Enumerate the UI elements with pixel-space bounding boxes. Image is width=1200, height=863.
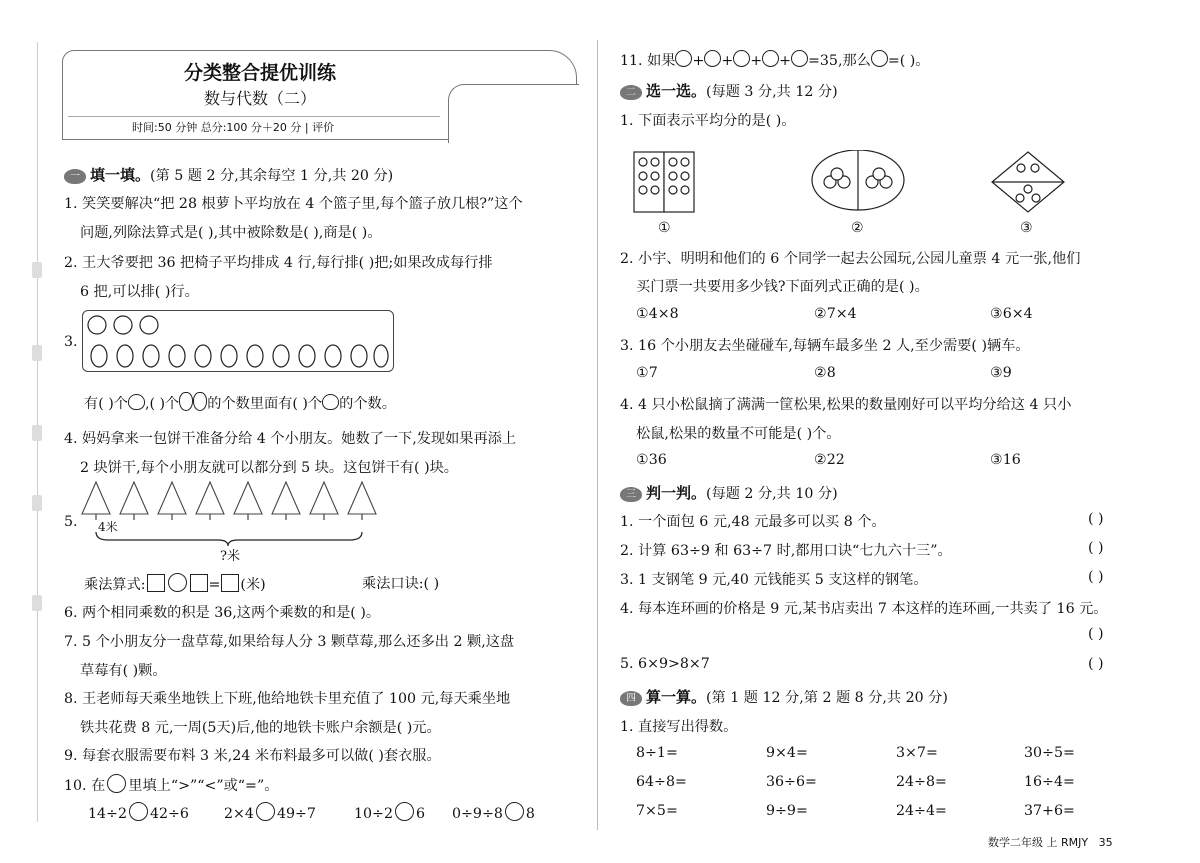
choice-1: 1. 下面表示平均分的是( )。	[620, 113, 796, 129]
choice-3-option: ③9	[990, 365, 1012, 381]
section-1-heading: 一 填一填。(第 5 题 2 分,其余每空 1 分,共 20 分)	[64, 164, 393, 185]
calc-item: 9÷9=	[766, 803, 808, 819]
tree-icon	[348, 482, 376, 514]
choice-4-option: ③16	[990, 452, 1021, 468]
question-9: 9. 每套衣服需要布料 3 米,24 米布料最多可以做( )套衣服。	[64, 748, 441, 764]
section-badge: 三	[620, 487, 642, 502]
judge-answer-paren[interactable]: ( )	[1088, 569, 1104, 585]
judge-4: 4. 每本连环画的价格是 9 元,某书店卖出 7 本这样的连环画,一共卖了 16 元。	[620, 601, 1108, 617]
question-7-cont: 草莓有( )颗。	[80, 663, 167, 679]
section-badge: 四	[620, 691, 642, 706]
pear-icon	[193, 392, 207, 411]
calc-item: 64÷8=	[636, 774, 687, 790]
section-4-heading: 四 算一算。(第 1 题 12 分,第 2 题 8 分,共 20 分)	[620, 686, 948, 707]
q10-item: 2×4 49÷7	[224, 802, 316, 822]
choice-3-option: ②8	[814, 365, 836, 381]
calc-item: 16÷4=	[1024, 774, 1075, 790]
choice-3-option: ①7	[636, 365, 658, 381]
question-11: 11. 如果 + + + + =35,那么 =( )。	[620, 50, 930, 70]
binding-mark	[32, 595, 42, 611]
smiley-icon	[733, 50, 750, 67]
choice-2-option: ②7×4	[814, 306, 857, 322]
smiley-icon	[675, 50, 692, 67]
tree-icon	[272, 482, 300, 514]
binding-mark	[32, 345, 42, 361]
tree-icon	[310, 482, 338, 514]
fruit-illustration	[83, 311, 393, 371]
question-5-num: 5.	[64, 514, 78, 530]
question-5-answer: 乘法算式: = (米)	[84, 573, 266, 594]
section-2-heading: 二 选一选。(每题 3 分,共 12 分)	[620, 80, 838, 101]
page-footer: 数学二年级 上 RMJY 35	[988, 836, 1113, 849]
calc-item: 24÷8=	[896, 774, 947, 790]
judge-2: 2. 计算 63÷9 和 63÷7 时,都用口诀“七九六十三”。	[620, 543, 952, 559]
smiley-icon	[762, 50, 779, 67]
judge-1: 1. 一个面包 6 元,48 元最多可以买 8 个。	[620, 514, 886, 530]
apple-icon	[128, 394, 145, 410]
choice-1-label: ③	[1020, 220, 1033, 236]
tree-total-label: ?米	[220, 549, 240, 564]
section-3-heading: 三 判一判。(每题 2 分,共 10 分)	[620, 482, 838, 503]
section-badge: 一	[64, 169, 86, 184]
compare-circle[interactable]	[395, 802, 414, 821]
question-3-num: 3.	[64, 334, 78, 350]
smiley-icon	[791, 50, 808, 67]
calc-item: 36÷6=	[766, 774, 817, 790]
calc-instruction: 1. 直接写出得数。	[620, 719, 738, 735]
compare-circle[interactable]	[505, 802, 524, 821]
answer-box[interactable]	[190, 574, 208, 592]
choice-1-label: ①	[658, 220, 671, 236]
question-8: 8. 王老师每天乘坐地铁上下班,他给地铁卡里充值了 100 元,每天乘坐地	[64, 691, 511, 707]
section-badge: 二	[620, 85, 642, 100]
average-figures	[632, 150, 1112, 216]
choice-1-label: ②	[851, 220, 864, 236]
binding-mark	[32, 262, 42, 278]
smiley-icon	[871, 50, 888, 67]
question-1-cont: 问题,列除法算式是( ),其中被除数是( ),商是( )。	[80, 225, 382, 241]
question-7: 7. 5 个小朋友分一盘草莓,如果给每人分 3 颗草莓,那么还多出 2 颗,这盘	[64, 634, 515, 650]
binding-mark	[32, 425, 42, 441]
choice-4-cont: 松鼠,松果的数量不可能是( )个。	[636, 426, 841, 442]
apple-icon	[114, 316, 132, 334]
question-4: 4. 妈妈拿来一包饼干准备分给 4 个小朋友。她数了一下,发现如果再添上	[64, 431, 517, 447]
tree-icon	[82, 482, 110, 514]
smiley-icon	[704, 50, 721, 67]
apple-icon	[88, 316, 106, 334]
compare-circle	[107, 774, 126, 793]
choice-2: 2. 小宇、明明和他们的 6 个同学一起去公园玩,公园儿童票 4 元一张,他们	[620, 251, 1081, 267]
calc-item: 3×7=	[896, 745, 938, 761]
compare-circle[interactable]	[256, 802, 275, 821]
q10-item: 0÷9÷8 8	[452, 802, 535, 822]
column-divider	[597, 40, 598, 830]
pear-icon	[179, 392, 193, 411]
question-1: 1. 笑笑要解决“把 28 根萝卜平均放在 4 个篮子里,每个篮子放几根?”这个	[64, 196, 523, 212]
tree-gap-label: 4米	[98, 520, 118, 534]
answer-box[interactable]	[221, 574, 239, 592]
calc-item: 9×4=	[766, 745, 808, 761]
judge-5: 5. 6×9>8×7	[620, 656, 710, 672]
question-2: 2. 王大爷要把 36 把椅子平均排成 4 行,每行排( )把;如果改成每行排	[64, 255, 493, 271]
compare-circle[interactable]	[129, 802, 148, 821]
question-4-cont: 2 块饼干,每个小朋友就可以都分到 5 块。这包饼干有( )块。	[80, 460, 458, 476]
choice-2-cont: 买门票一共要用多少钱?下面列式正确的是( )。	[636, 279, 929, 295]
binding-mark	[32, 495, 42, 511]
question-10: 10. 在 里填上“>”“<”或“=”。	[64, 774, 278, 795]
judge-answer-paren[interactable]: ( )	[1088, 656, 1104, 672]
calc-item: 8÷1=	[636, 745, 678, 761]
exam-meta: 时间:50 分钟 总分:100 分＋20 分 | 评价	[132, 121, 335, 134]
page-number: 35	[1098, 836, 1113, 849]
calc-item: 37+6=	[1024, 803, 1075, 819]
choice-4: 4. 4 只小松鼠摘了满满一筐松果,松果的数量刚好可以平均分给这 4 只小	[620, 397, 1072, 413]
choice-2-option: ③6×4	[990, 306, 1033, 322]
judge-answer-paren[interactable]: ( )	[1088, 540, 1104, 556]
judge-answer-paren[interactable]: ( )	[1088, 511, 1104, 527]
tree-icon	[234, 482, 262, 514]
judge-3: 3. 1 支钢笔 9 元,40 元钱能买 5 支这样的钢笔。	[620, 572, 928, 588]
q10-item: 10÷2 6	[354, 802, 425, 822]
answer-box[interactable]	[147, 574, 165, 592]
question-3-blanks: 有( )个 ,( )个 的个数里面有( )个 的个数。	[84, 392, 396, 413]
calc-item: 7×5=	[636, 803, 678, 819]
question-8-cont: 铁共花费 8 元,一周(5天)后,他的地铁卡账户余额是( )元。	[80, 720, 441, 736]
page-title: 分类整合提优训练	[183, 62, 336, 84]
page-subtitle: 数与代数（二）	[203, 89, 316, 108]
choice-3: 3. 16 个小朋友去坐碰碰车,每辆车最多坐 2 人,至少需要( )辆车。	[620, 338, 1030, 354]
question-2-cont: 6 把,可以排( )行。	[80, 284, 199, 300]
calc-item: 30÷5=	[1024, 745, 1075, 761]
choice-4-option: ①36	[636, 452, 667, 468]
tree-icon	[196, 482, 224, 514]
judge-answer-paren[interactable]: ( )	[1088, 626, 1104, 642]
calc-item: 24÷4=	[896, 803, 947, 819]
operator-circle[interactable]	[168, 573, 187, 592]
question-5-rhyme: 乘法口诀:( )	[362, 576, 440, 592]
q10-item: 14÷2 42÷6	[88, 802, 189, 822]
fruit-box	[82, 310, 394, 372]
question-6: 6. 两个相同乘数的积是 36,这两个乘数的和是( )。	[64, 605, 381, 621]
tree-icon	[158, 482, 186, 514]
tree-icon	[120, 482, 148, 514]
choice-4-option: ②22	[814, 452, 845, 468]
choice-2-option: ①4×8	[636, 306, 679, 322]
apple-icon	[140, 316, 158, 334]
apple-icon	[322, 394, 339, 410]
